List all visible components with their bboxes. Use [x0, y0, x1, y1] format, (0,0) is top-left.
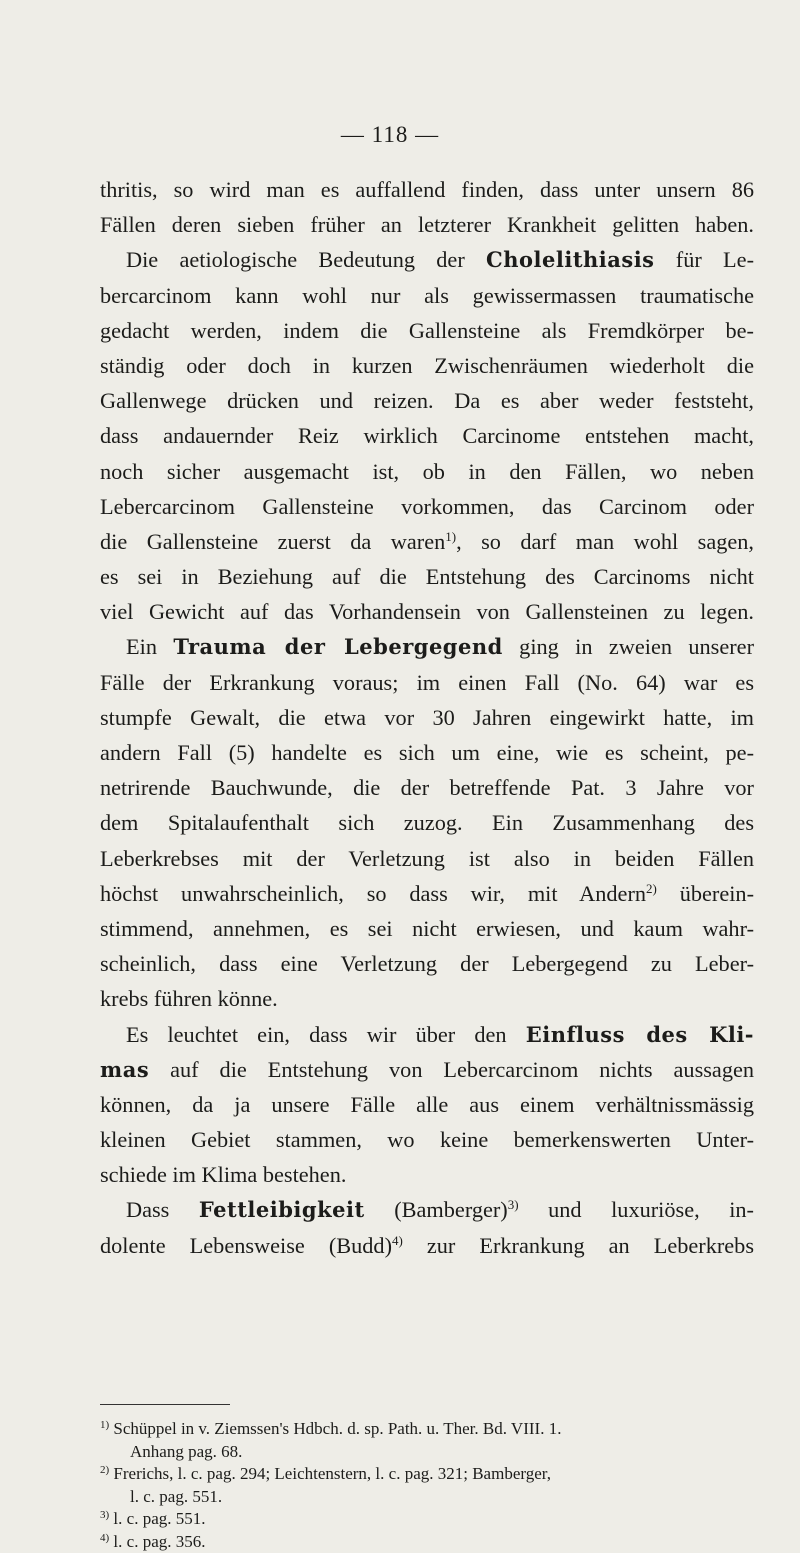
text-line: netrirende Bauchwunde, die der betreffende Pat. 3 Jahre vor [100, 770, 754, 805]
text-line [100, 876, 754, 911]
footnote-1-cont: Anhang pag. 68. [100, 1441, 760, 1464]
text-line: viel Gewicht auf das Vorhandensein von Gallensteinen zu legen. [100, 594, 754, 629]
footnote-mark: 4) [100, 1532, 109, 1544]
footnote-divider [100, 1404, 230, 1405]
text-line: ständig oder doch in kurzen Zwischenräumen wiederholt die [100, 348, 754, 383]
text-line: kleinen Gebiet stammen, wo keine bemerkenswerten Unter- [100, 1122, 754, 1157]
emphasis-klima-cont: mas [100, 1057, 149, 1082]
text-line [100, 1017, 754, 1052]
text-line: dem Spitalaufenthalt sich zuzog. Ein Zusammenhang des [100, 805, 754, 840]
footnote-2-cont: l. c. pag. 551. [100, 1486, 760, 1509]
text-line: Gallenwege drücken und reizen. Da es aber weder feststeht, [100, 383, 754, 418]
text-segment: Dass [126, 1197, 169, 1222]
text-line: stimmend, annehmen, es sei nicht erwiesen, und kaum wahr- [100, 911, 754, 946]
footnote-text: Frerichs, l. c. pag. 294; Leichtenstern, l. c. pag. 321; Bamberger, [113, 1464, 551, 1483]
text-segment: zur Erkrankung an Leberkrebs [427, 1233, 754, 1258]
page-number: — 118 — [0, 122, 780, 148]
text-line [100, 242, 754, 277]
emphasis-fettleibigkeit: Fettleibigkeit [199, 1197, 365, 1222]
text-line: Leberkrebses mit der Verletzung ist also in beiden Fällen [100, 841, 754, 876]
text-line: scheinlich, dass eine Verletzung der Lebergegend zu Leber- [100, 946, 754, 981]
footnote-text: Schüppel in v. Ziemssen's Hdbch. d. sp. Path. u. Ther. Bd. VIII. 1. [113, 1419, 561, 1438]
text-line: Fällen deren sieben früher an letzterer Krankheit gelitten haben. [100, 207, 754, 242]
footnote-text: l. c. pag. 551. [113, 1509, 205, 1528]
text-line [100, 524, 754, 559]
text-line: schiede im Klima bestehen. [100, 1157, 754, 1192]
text-line: können, da ja unsere Fälle alle aus einem verhältnissmässig [100, 1087, 754, 1122]
text-segment: höchst unwahrscheinlich, so dass wir, mit Andern [100, 881, 646, 906]
text-segment: und luxuriöse, in- [548, 1197, 754, 1222]
text-segment: (Bamberger) [394, 1197, 508, 1222]
text-line: Lebercarcinom Gallensteine vorkommen, das Carcinom oder [100, 489, 754, 524]
text-line: es sei in Beziehung auf die Entstehung des Carcinoms nicht [100, 559, 754, 594]
footnote-3 [100, 1508, 760, 1531]
footnote-ref-2: 2) [646, 881, 657, 896]
text-line: dass andauernder Reiz wirklich Carcinome entstehen macht, [100, 418, 754, 453]
text-line: Fälle der Erkrankung voraus; im einen Fall (No. 64) war es [100, 665, 754, 700]
text-line: gedacht werden, indem die Gallensteine als Fremdkörper be- [100, 313, 754, 348]
text-line: bercarcinom kann wohl nur als gewissermassen traumatische [100, 278, 754, 313]
footnote-4 [100, 1531, 760, 1553]
text-segment: Ein [126, 634, 157, 659]
emphasis-klima: Einfluss des Kli- [526, 1022, 754, 1047]
text-segment: ging in zweien unserer [519, 634, 754, 659]
text-line [100, 1192, 754, 1227]
text-line [100, 1052, 754, 1087]
footnote-ref-4: 4) [392, 1233, 403, 1248]
text-segment: für Le- [676, 247, 754, 272]
text-line [100, 1228, 754, 1263]
body-text [100, 172, 754, 1263]
footnote-ref-1: 1) [445, 529, 456, 544]
text-line [100, 629, 754, 664]
footnote-mark: 2) [100, 1464, 109, 1476]
footnote-1 [100, 1418, 760, 1441]
text-line: andern Fall (5) handelte es sich um eine, wie es scheint, pe- [100, 735, 754, 770]
text-line: thritis, so wird man es auffallend finden, dass unter unsern 86 [100, 172, 754, 207]
footnotes [100, 1418, 760, 1553]
text-segment: überein- [680, 881, 754, 906]
footnote-mark: 3) [100, 1509, 109, 1521]
footnote-mark: 1) [100, 1419, 109, 1431]
footnote-ref-3: 3) [508, 1197, 519, 1212]
emphasis-trauma: Trauma der Lebergegend [173, 634, 502, 659]
text-segment: dolente Lebensweise (Budd) [100, 1233, 392, 1258]
footnote-2 [100, 1463, 760, 1486]
emphasis-cholelithiasis: Cholelithiasis [486, 247, 654, 272]
text-segment: , so darf man wohl sagen, [456, 529, 754, 554]
text-segment: Die aetiologische Bedeutung der [126, 247, 465, 272]
text-segment: auf die Entstehung von Lebercarcinom nichts aussagen [170, 1057, 754, 1082]
text-segment: die Gallensteine zuerst da waren [100, 529, 445, 554]
text-segment: Es leuchtet ein, dass wir über den [126, 1022, 507, 1047]
text-line: krebs führen könne. [100, 981, 754, 1016]
text-line: noch sicher ausgemacht ist, ob in den Fällen, wo neben [100, 454, 754, 489]
footnote-text: l. c. pag. 356. [113, 1532, 205, 1551]
text-line: stumpfe Gewalt, die etwa vor 30 Jahren eingewirkt hatte, im [100, 700, 754, 735]
